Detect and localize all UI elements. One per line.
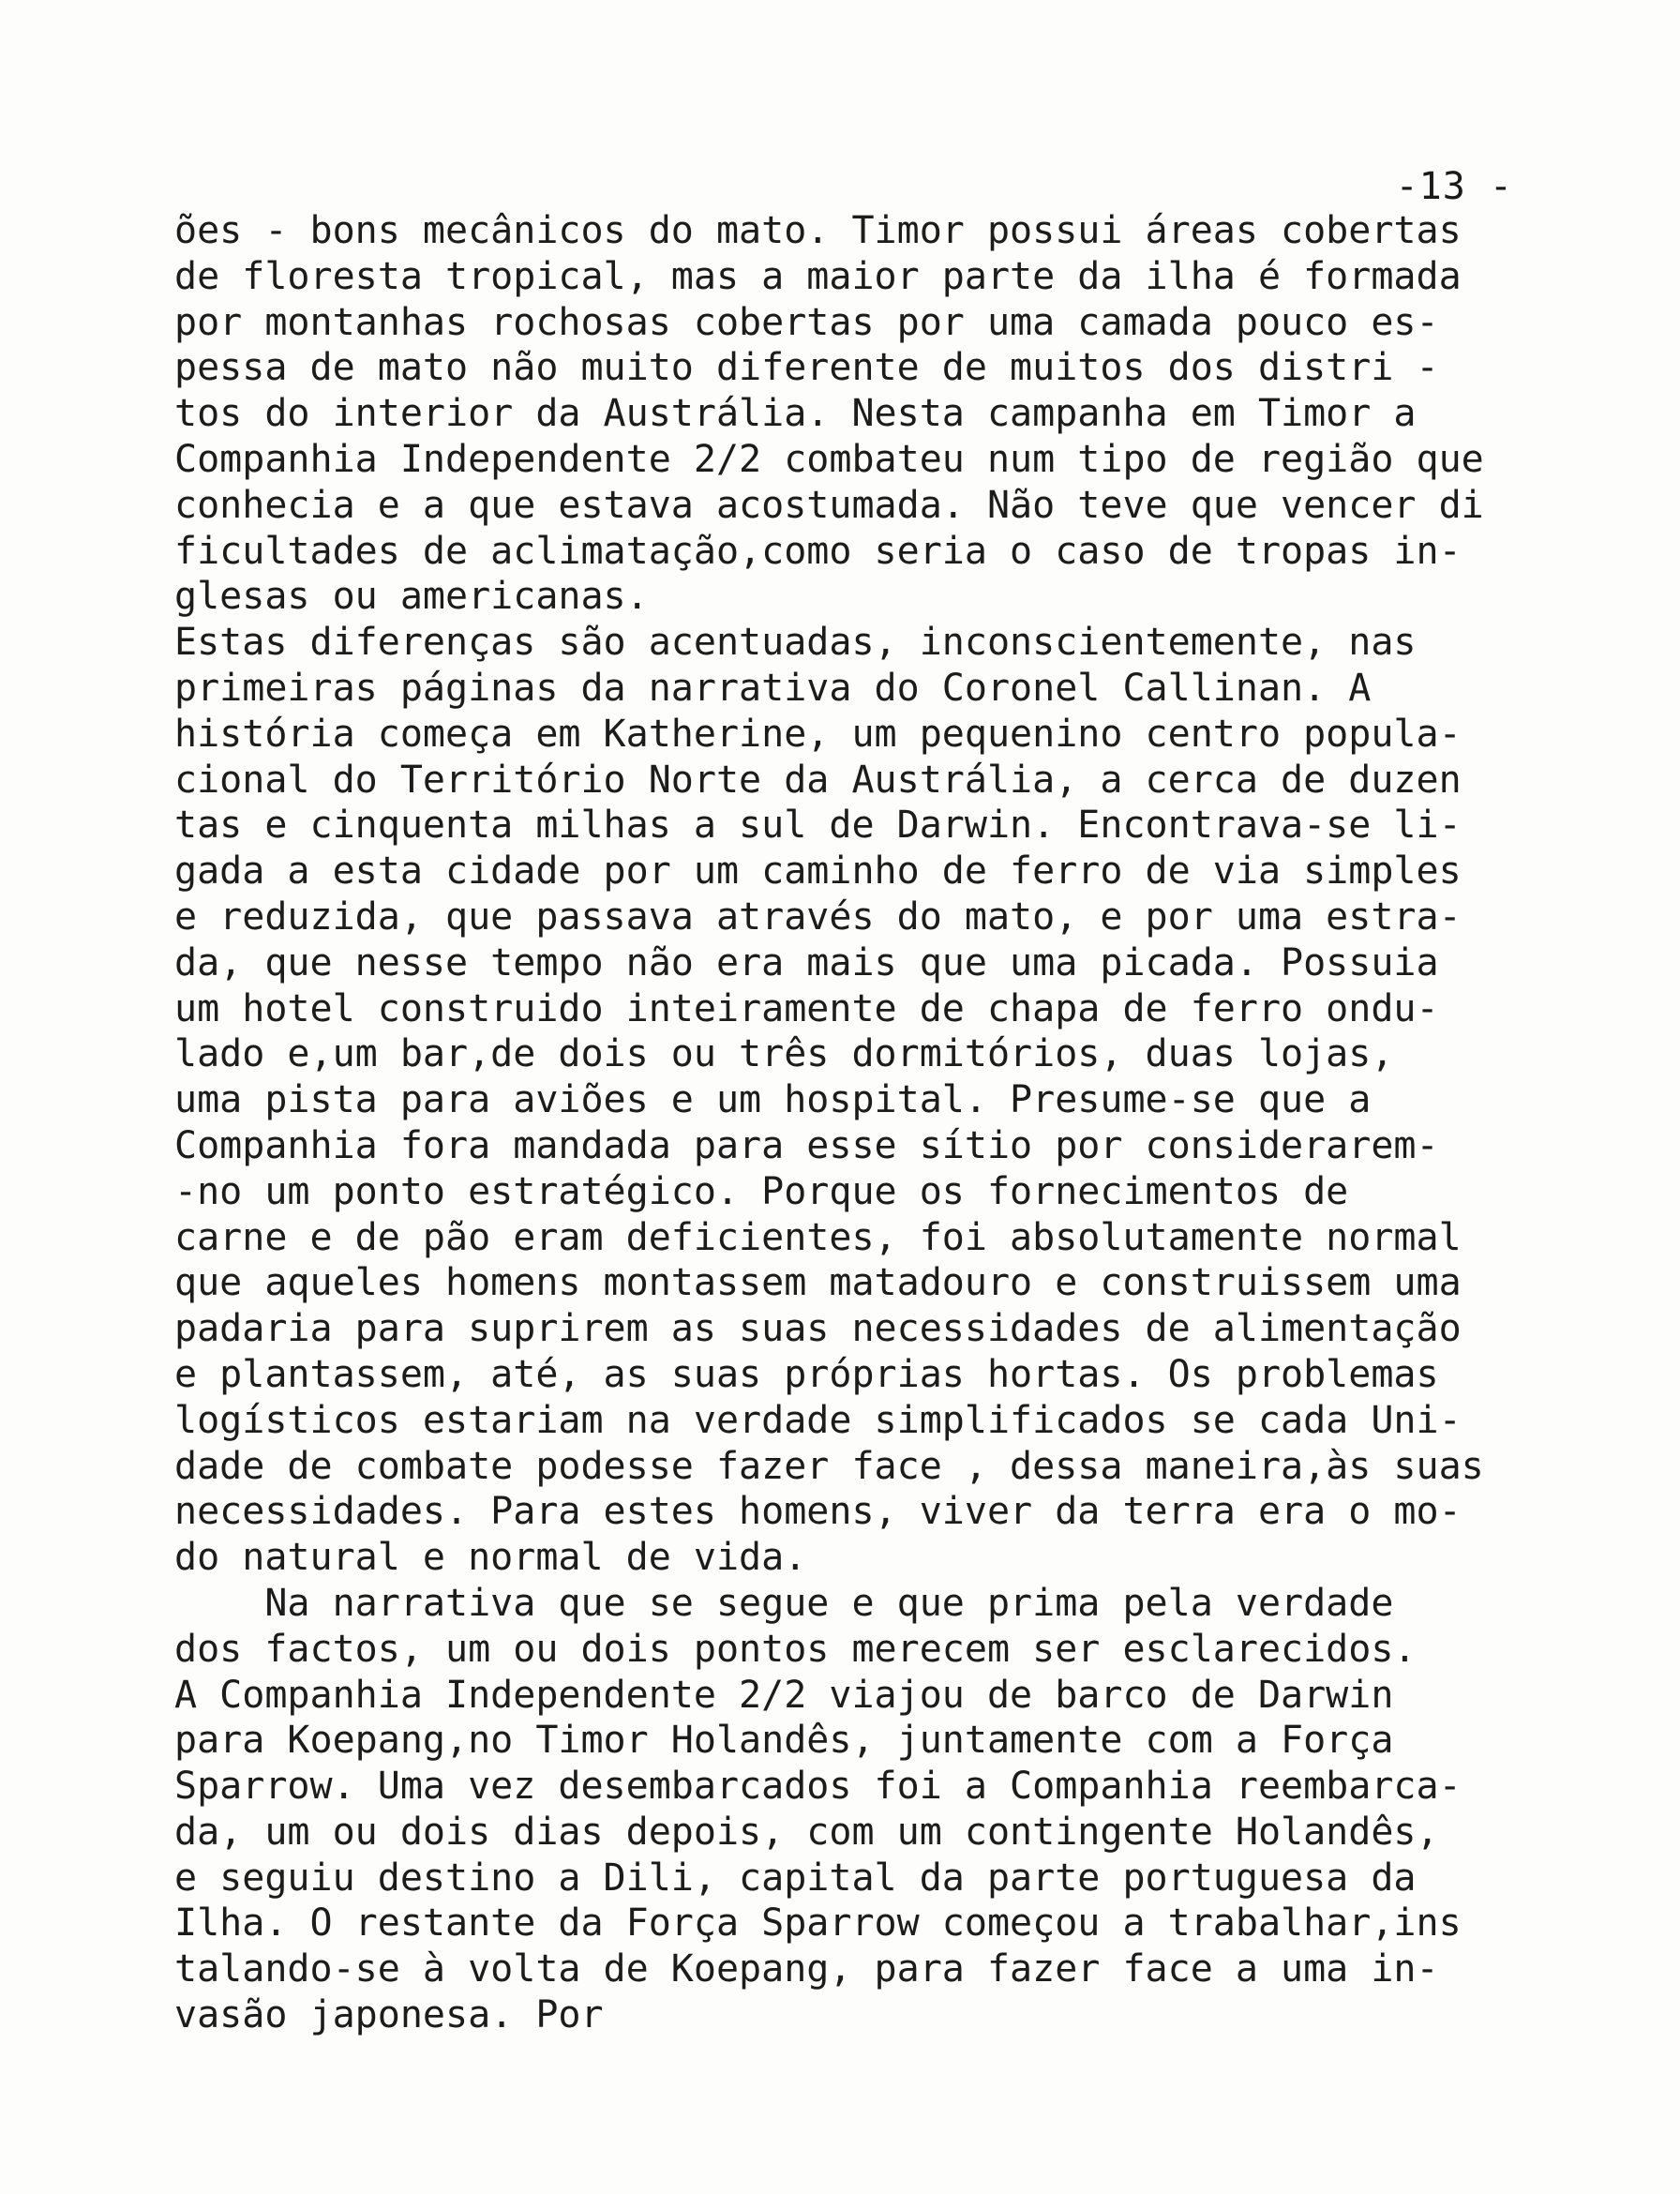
text-line: pessa de mato não muito diferente de muitos dos distri - — [174, 346, 1439, 390]
text-line: que aqueles homens montassem matadouro e construissem uma — [174, 1261, 1462, 1305]
text-line: -no um ponto estratégico. Porque os fornecimentos de — [174, 1169, 1349, 1213]
text-line: glesas ou americanas. — [174, 575, 649, 619]
text-line: lado e,um bar,de dois ou três dormitórios, duas lojas, — [174, 1032, 1394, 1076]
text-line: gada a esta cidade por um caminho de ferro de via simples — [174, 849, 1462, 894]
text-line: da, um ou dois dias depois, com um contingente Holandês, — [174, 1810, 1439, 1854]
text-line: dos factos, um ou dois pontos merecem ser esclarecidos. — [174, 1627, 1417, 1671]
text-line: para Koepang,no Timor Holandês, juntamente com a Força — [174, 1719, 1394, 1763]
text-line: Companhia fora mandada para esse sítio por considerarem- — [174, 1123, 1439, 1167]
text-line: e reduzida, que passava através do mato, e por uma estra- — [174, 894, 1462, 939]
text-line: talando-se à volta de Koepang, para fazer face a uma in- — [174, 1947, 1439, 1991]
text-line: Companhia Independente 2/2 combateu num tipo de região que — [174, 437, 1484, 481]
text-line: vasão japonesa. Por — [174, 1993, 604, 2037]
text-line: A Companhia Independente 2/2 viajou de barco de Darwin — [174, 1673, 1394, 1717]
text-line: Ilha. O restante da Força Sparrow começou a trabalhar,ins — [174, 1901, 1462, 1946]
text-line: ões - bons mecânicos do mato. Timor possui áreas cobertas — [174, 209, 1462, 252]
text-line: ficultades de aclimatação,como seria o caso de tropas in- — [174, 529, 1462, 573]
text-line: Na narrativa que se segue e que prima pela verdade — [174, 1581, 1394, 1625]
text-line: dade de combate podesse fazer face , dessa maneira,às suas — [174, 1444, 1484, 1488]
text-line: carne e de pão eram deficientes, foi absolutamente normal — [174, 1215, 1462, 1259]
text-line: padaria para suprirem as suas necessidades de alimentação — [174, 1307, 1462, 1351]
text-line: do natural e normal de vida. — [174, 1536, 807, 1580]
text-line: cional do Território Norte da Austrália, a cerca de duzen — [174, 758, 1462, 802]
text-line: tas e cinquenta milhas a sul de Darwin. Encontrava-se li- — [174, 804, 1462, 848]
text-line: primeiras páginas da narrativa do Coronel Callinan. A — [174, 666, 1372, 710]
text-line: Estas diferenças são acentuadas, inconscientemente, nas — [174, 621, 1417, 665]
text-line: da, que nesse tempo não era mais que uma picada. Possuia — [174, 940, 1439, 984]
text-line: por montanhas rochosas cobertas por uma camada pouco es- — [174, 300, 1439, 344]
text-line: uma pista para aviões e um hospital. Presume-se que a — [174, 1078, 1372, 1122]
page-number: -13 - — [1395, 165, 1513, 208]
text-line: conhecia e a que estava acostumada. Não teve que vencer di — [174, 483, 1484, 527]
text-line: e seguiu destino a Dili, capital da parte portuguesa da — [174, 1856, 1417, 1900]
text-line: história começa em Katherine, um pequenino centro popula- — [174, 712, 1462, 756]
text-line: tos do interior da Austrália. Nesta campanha em Timor a — [174, 392, 1417, 436]
text-line: Sparrow. Uma vez desembarcados foi a Companhia reembarca- — [174, 1765, 1462, 1809]
text-line: um hotel construido inteiramente de chapa de ferro ondu- — [174, 986, 1439, 1030]
text-line: necessidades. Para estes homens, viver da terra era o mo- — [174, 1490, 1462, 1534]
body-text — [174, 208, 1524, 2038]
text-line: logísticos estariam na verdade simplificados se cada Uni- — [174, 1398, 1462, 1442]
text-line: de floresta tropical, mas a maior parte da ilha é formada — [174, 254, 1462, 298]
text-line: e plantassem, até, as suas próprias hortas. Os problemas — [174, 1352, 1439, 1396]
